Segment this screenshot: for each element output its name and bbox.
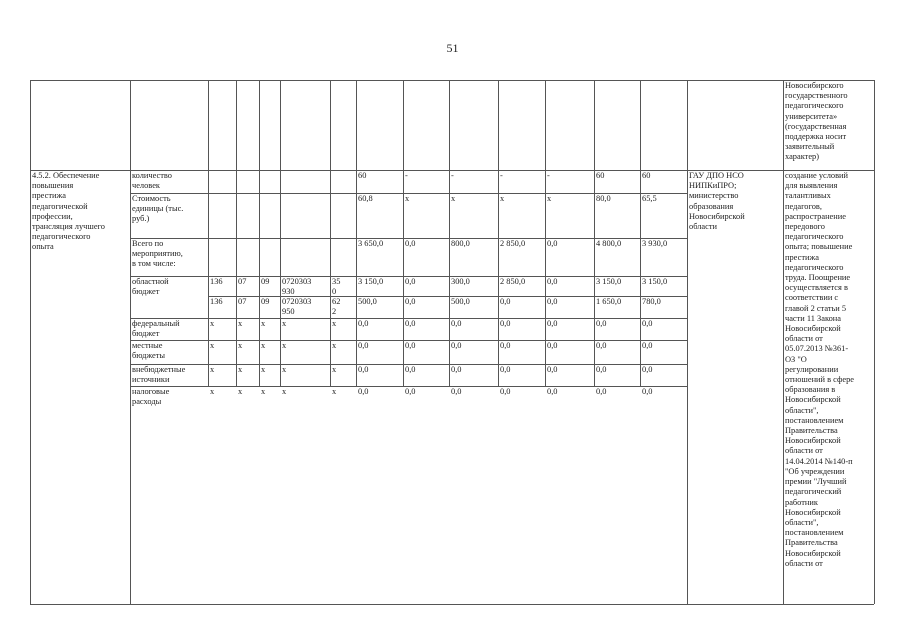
table-cell-value: 0,0 [451, 319, 462, 328]
table-cell-value: - [547, 171, 550, 180]
table-cell-value: - [500, 171, 503, 180]
table-cell-value: 0,0 [596, 387, 607, 396]
table-cell-vr: x [332, 387, 337, 396]
table-cell-value: x [500, 194, 505, 203]
table-cell-indicator: федеральный бюджет [132, 319, 180, 339]
table-cell-value: x [451, 194, 456, 203]
table-cell-csr [282, 171, 330, 194]
table-cell-value: 65,5 [642, 194, 657, 203]
table-vertical-rule [130, 80, 131, 604]
table-cell-value: 0,0 [405, 297, 416, 306]
table-cell-rz: x [238, 319, 243, 328]
table-cell-value: 0,0 [358, 319, 369, 328]
table-cell-value: 3 650,0 [358, 239, 384, 248]
table-cell-value: 0,0 [642, 387, 653, 396]
table-cell-value: 1 650,0 [596, 297, 622, 306]
table-cell-value: 0,0 [642, 341, 653, 350]
table-cell-rz [238, 171, 260, 194]
table-cell-grbs: x [210, 365, 215, 374]
table-cell-grbs: x [210, 387, 215, 396]
table-cell-pr: 09 [261, 297, 270, 306]
table-cell-grbs: 136 [210, 297, 223, 306]
table-cell-value: 0,0 [405, 341, 416, 350]
table-cell-value: x [547, 194, 552, 203]
table-cell-rz: x [238, 387, 243, 396]
table-cell-value: 300,0 [451, 277, 470, 286]
table-cell-value: 60 [642, 171, 651, 180]
table-cell-pr: x [261, 341, 266, 350]
table-cell-value: 0,0 [642, 319, 653, 328]
table-cell-rz [238, 194, 260, 239]
table-cell-value: 0,0 [451, 365, 462, 374]
table-cell-value: x [405, 194, 410, 203]
table-cell-value: 0,0 [547, 277, 558, 286]
table-horizontal-rule [30, 80, 874, 81]
table-cell-value: 0,0 [451, 387, 462, 396]
table-cell-rz: 07 [238, 297, 247, 306]
table-cell-csr: 0720303 930 [282, 277, 312, 297]
table-cell-value: 0,0 [500, 297, 511, 306]
table-cell-value: 60 [358, 171, 367, 180]
table-cell-value: 0,0 [596, 341, 607, 350]
table-cell-pr: x [261, 319, 266, 328]
table-cell-value: 500,0 [451, 297, 470, 306]
table-cell-value: 2 850,0 [500, 277, 526, 286]
table-cell-value: 0,0 [358, 341, 369, 350]
table-vertical-rule [874, 80, 875, 604]
table-cell-grbs: x [210, 341, 215, 350]
table-cell-value: 780,0 [642, 297, 661, 306]
table-cell-vr [332, 194, 356, 239]
table-cell-indicator: Стоимость единицы (тыс. руб.) [132, 194, 184, 224]
table-cell-value: 4 800,0 [596, 239, 622, 248]
table-cell-value: 800,0 [451, 239, 470, 248]
table-cell-indicator: налоговые расходы [132, 387, 170, 407]
table-cell-grbs: 136 [210, 277, 223, 286]
table-cell-vr: x [332, 365, 337, 374]
table-cell-value: - [451, 171, 454, 180]
page-number: 51 [446, 41, 459, 55]
table-cell-value: 0,0 [405, 239, 416, 248]
measure-name: 4.5.2. Обеспечение повышения престижа педагогической профессии, трансляция лучшего педагогического опыта [32, 171, 105, 252]
table-cell-indicator: внебюджетные источники [132, 365, 186, 385]
table-cell-value: 60,8 [358, 194, 373, 203]
table-cell-indicator: Всего по мероприятию, в том числе: [132, 239, 183, 269]
table-cell-value: 0,0 [451, 341, 462, 350]
table-cell-rz: 07 [238, 277, 247, 286]
table-cell-value: 0,0 [547, 239, 558, 248]
table-cell-csr: x [282, 319, 287, 328]
expected-result: создание условий для выявления талантливых педагогов, распространение передового педагогического опыта; повышение престижа педагогического труда. Поощрение осуществляется в соответствии с главой 2 статьи 5 части 11 Закона Новосибирской области от 05.07.2013 №361- ОЗ "О регулировании отношений в сфере образования в Новосибирской области", постановлением Правительства Новосибирской области от 14.04.2014 №140-п "Об учреждении премии "Лучший педагогический работник Новосибирской области", постановлением Правительства Новосибирской области от [785, 171, 855, 568]
table-cell-value: 2 850,0 [500, 239, 526, 248]
table-cell-value: - [405, 171, 408, 180]
table-cell-value: 60 [596, 171, 605, 180]
table-cell-grbs [210, 194, 236, 239]
table-cell-vr: 62 2 [332, 297, 341, 317]
table-cell-indicator: количество человек [132, 171, 172, 191]
table-cell-value: 0,0 [500, 319, 511, 328]
table-cell-csr [282, 239, 330, 277]
table-cell-indicator: местные бюджеты [132, 341, 166, 361]
table-cell-value: 0,0 [358, 365, 369, 374]
table-cell-csr: 0720303 950 [282, 297, 312, 317]
table-cell-value: 0,0 [547, 319, 558, 328]
table-cell-rz: x [238, 341, 243, 350]
table-cell-value: 0,0 [500, 341, 511, 350]
table-cell-value: 0,0 [500, 365, 511, 374]
table-vertical-rule [783, 80, 784, 604]
table-cell-value: 500,0 [358, 297, 377, 306]
table-cell-csr [282, 194, 330, 239]
table-cell-grbs [210, 239, 236, 277]
table-cell-vr: x [332, 341, 337, 350]
table-cell-value: 0,0 [500, 387, 511, 396]
table-cell-value: 0,0 [547, 341, 558, 350]
table-cell-value: 0,0 [642, 365, 653, 374]
table-cell-csr: x [282, 365, 287, 374]
table-cell-vr: x [332, 319, 337, 328]
table-vertical-rule [687, 80, 688, 604]
table-cell-rz: x [238, 365, 243, 374]
table-cell-csr: x [282, 387, 287, 396]
table-cell-pr: x [261, 387, 266, 396]
table-cell-value: 3 150,0 [358, 277, 384, 286]
table-cell-value: 0,0 [547, 365, 558, 374]
table-cell-pr: 09 [261, 277, 270, 286]
table-cell-pr [261, 194, 281, 239]
table-cell-vr: 35 0 [332, 277, 341, 297]
table-horizontal-rule [30, 604, 874, 605]
table-cell-value: 3 930,0 [642, 239, 668, 248]
table-cell-value: 0,0 [405, 319, 416, 328]
table-vertical-rule [30, 80, 31, 604]
table-cell-rz [238, 239, 260, 277]
table-cell-grbs [210, 171, 236, 194]
table-cell-indicator: областной бюджет [132, 277, 169, 297]
table-cell-csr: x [282, 341, 287, 350]
table-cell-vr [332, 171, 356, 194]
table-cell-value: 0,0 [405, 365, 416, 374]
table-cell-pr [261, 239, 281, 277]
table-cell-value: 3 150,0 [596, 277, 622, 286]
table-cell-value: 0,0 [547, 387, 558, 396]
note-continuation: Новосибирского государственного педагогического университета» (государственная поддержка носит заявительный характер) [785, 81, 848, 162]
executors: ГАУ ДПО НСО НИПКиПРО; министерство образования Новосибирской области [689, 171, 745, 232]
table-cell-vr [332, 239, 356, 277]
table-cell-value: 0,0 [596, 365, 607, 374]
table-cell-value: 3 150,0 [642, 277, 668, 286]
table-cell-value: 0,0 [358, 387, 369, 396]
table-cell-value: 0,0 [405, 387, 416, 396]
budget-table [30, 80, 874, 604]
table-cell-value: 0,0 [547, 297, 558, 306]
table-cell-value: 0,0 [405, 277, 416, 286]
table-cell-pr [261, 171, 281, 194]
table-cell-grbs: x [210, 319, 215, 328]
table-cell-value: 80,0 [596, 194, 611, 203]
table-cell-pr: x [261, 365, 266, 374]
table-cell-value: 0,0 [596, 319, 607, 328]
